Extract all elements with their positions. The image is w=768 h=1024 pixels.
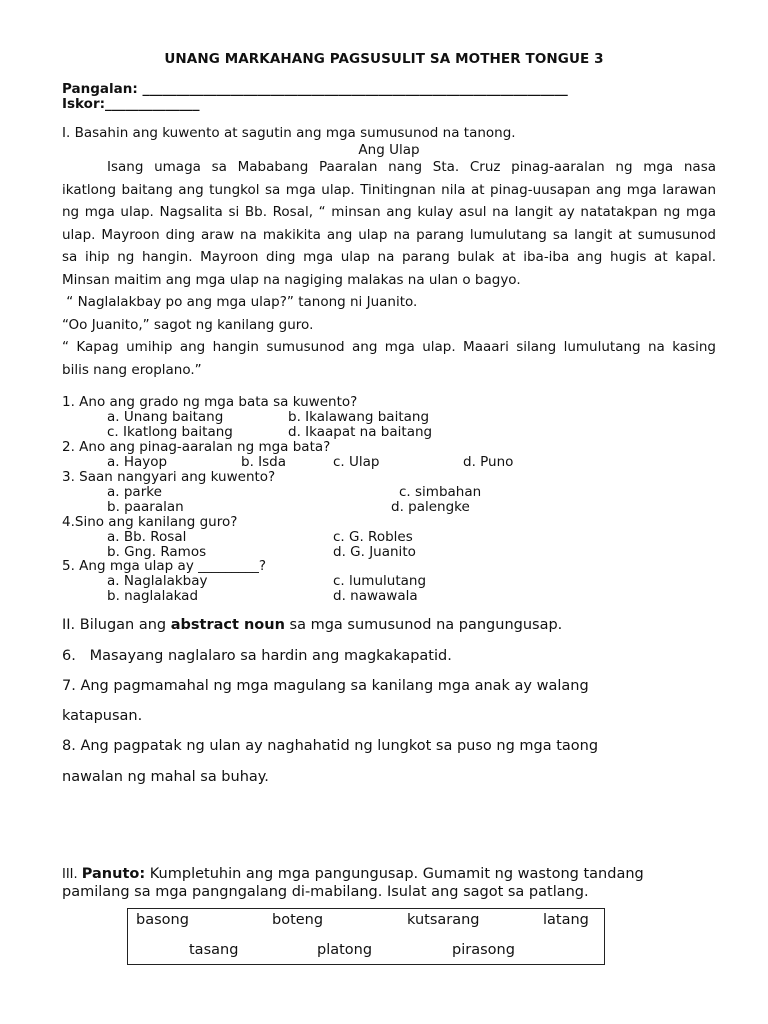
word-bank-item: kutsarang: [407, 912, 480, 928]
choice-2d: d. Puno: [463, 454, 514, 470]
choice-4a: a. Bb. Rosal: [107, 529, 187, 545]
question-1: 1. Ano ang grado ng mga bata sa kuwento?: [62, 394, 358, 410]
story-line: ikatlong baitang ang tungkol sa mga ulap. Tinitingnan nila at pinag-uusapan ang mga larawan: [62, 181, 716, 198]
choice-2a: a. Hayop: [107, 454, 168, 470]
choice-4d: d. G. Juanito: [333, 544, 416, 560]
dialog-line: “ Kapag umihip ang hangin sumusunod ang mga ulap. Maaari silang lumulutang na kasing: [62, 339, 716, 355]
item-6: 6. Masayang naglalaro sa hardin ang magkakapatid.: [62, 648, 452, 664]
choice-2c: c. Ulap: [333, 454, 380, 470]
choice-3c: c. simbahan: [399, 484, 482, 500]
choice-5b: b. naglalakad: [107, 588, 199, 604]
choice-1d: d. Ikaapat na baitang: [288, 424, 433, 440]
choice-5a: a. Naglalakbay: [107, 573, 208, 589]
section3-instruction-line1: [62, 866, 644, 882]
word-bank-item: boteng: [272, 912, 324, 928]
word-bank-item: tasang: [189, 942, 239, 958]
story-line: sa ihip ng hangin. Mayroon ding mga ulap na parang bulak at iba-iba ang hugis at kapal.: [62, 249, 716, 265]
score-label: Iskor:: [62, 96, 106, 112]
section3-number: III.: [62, 867, 82, 882]
choice-4c: c. G. Robles: [333, 529, 413, 545]
item-7-line2: katapusan.: [62, 708, 143, 724]
choice-5c: c. lumulutang: [333, 573, 427, 589]
section3-instr-rest: Kumpletuhin ang mga pangungusap. Gumamit ng wastong tandang: [145, 866, 644, 882]
name-line: [62, 81, 568, 97]
section2-instr-bold: abstract noun: [170, 617, 285, 633]
choice-2b: b. Isda: [241, 454, 287, 470]
panuto-label: Panuto:: [81, 866, 146, 882]
choice-1b: b. Ikalawang baitang: [288, 409, 430, 425]
question-2: 2. Ano ang pinag-aaralan ng mga bata?: [62, 439, 331, 455]
item-8-line2: nawalan ng mahal sa buhay.: [62, 769, 269, 785]
story-line: Minsan maitim ang mga ulap na nagiging malakas na ulan o bagyo.: [62, 271, 521, 288]
choice-4b: b. Gng. Ramos: [107, 544, 207, 560]
dialog-line: “Oo Juanito,” sagot ng kanilang guro.: [62, 316, 314, 333]
name-blank: _______________________________________________________________: [142, 81, 568, 97]
section2-instr-pre: II. Bilugan ang: [62, 617, 171, 633]
word-bank-item: latang: [543, 912, 589, 928]
item-8-line1: 8. Ang pagpatak ng ulan ay naghahatid ng lungkot sa puso ng mga taong: [62, 738, 599, 754]
choice-3b: b. paaralan: [107, 499, 184, 515]
choice-1c: c. Ikatlong baitang: [107, 424, 233, 440]
item-7-line1: 7. Ang pagmamahal ng mga magulang sa kanilang mga anak ay walang: [62, 678, 589, 694]
question-3: 3. Saan nangyari ang kuwento?: [62, 469, 276, 485]
choice-3a: a. parke: [107, 484, 162, 500]
section2-instr-post: sa mga sumusunod na pangungusap.: [284, 617, 563, 633]
choice-3d: d. palengke: [391, 499, 470, 515]
story-title: Ang Ulap: [358, 142, 420, 158]
section1-instruction: I. Basahin ang kuwento at sagutin ang mga sumusunod na tanong.: [62, 125, 516, 141]
choice-1a: a. Unang baitang: [107, 409, 224, 425]
question-5: 5. Ang mga ulap ay _________?: [62, 558, 267, 574]
story-line: Isang umaga sa Mababang Paaralan nang Sta. Cruz pinag-aaralan ng mga nasa: [107, 159, 716, 175]
story-line: ulap. Mayroon ding araw na makikita ang ulap na parang lumulutang sa langit at sumusunod: [62, 226, 716, 243]
dialog-line: bilis nang eroplano.”: [62, 361, 202, 378]
score-blank: ______________: [105, 96, 200, 112]
score-line: [62, 96, 200, 112]
dialog-line: “ Naglalakbay po ang mga ulap?” tanong ni Juanito.: [62, 294, 418, 310]
choice-5d: d. nawawala: [333, 588, 418, 604]
section2-instruction: [62, 617, 562, 633]
question-4: 4.Sino ang kanilang guro?: [62, 514, 238, 530]
story-paragraph: [62, 156, 716, 381]
word-bank-item: platong: [317, 942, 373, 958]
story-line: ng mga ulap. Nagsalita si Bb. Rosal, “ minsan ang kulay asul na langit ay natatakpan ng mga: [62, 204, 716, 220]
word-bank-item: basong: [136, 912, 189, 928]
word-bank-item: pirasong: [452, 942, 515, 958]
name-label: Pangalan:: [62, 81, 143, 97]
page-title: UNANG MARKAHANG PAGSUSULIT SA MOTHER TONGUE 3: [164, 51, 604, 67]
section3-instruction-line2: pamilang sa mga pangngalang di-mabilang. Isulat ang sagot sa patlang.: [62, 884, 589, 900]
